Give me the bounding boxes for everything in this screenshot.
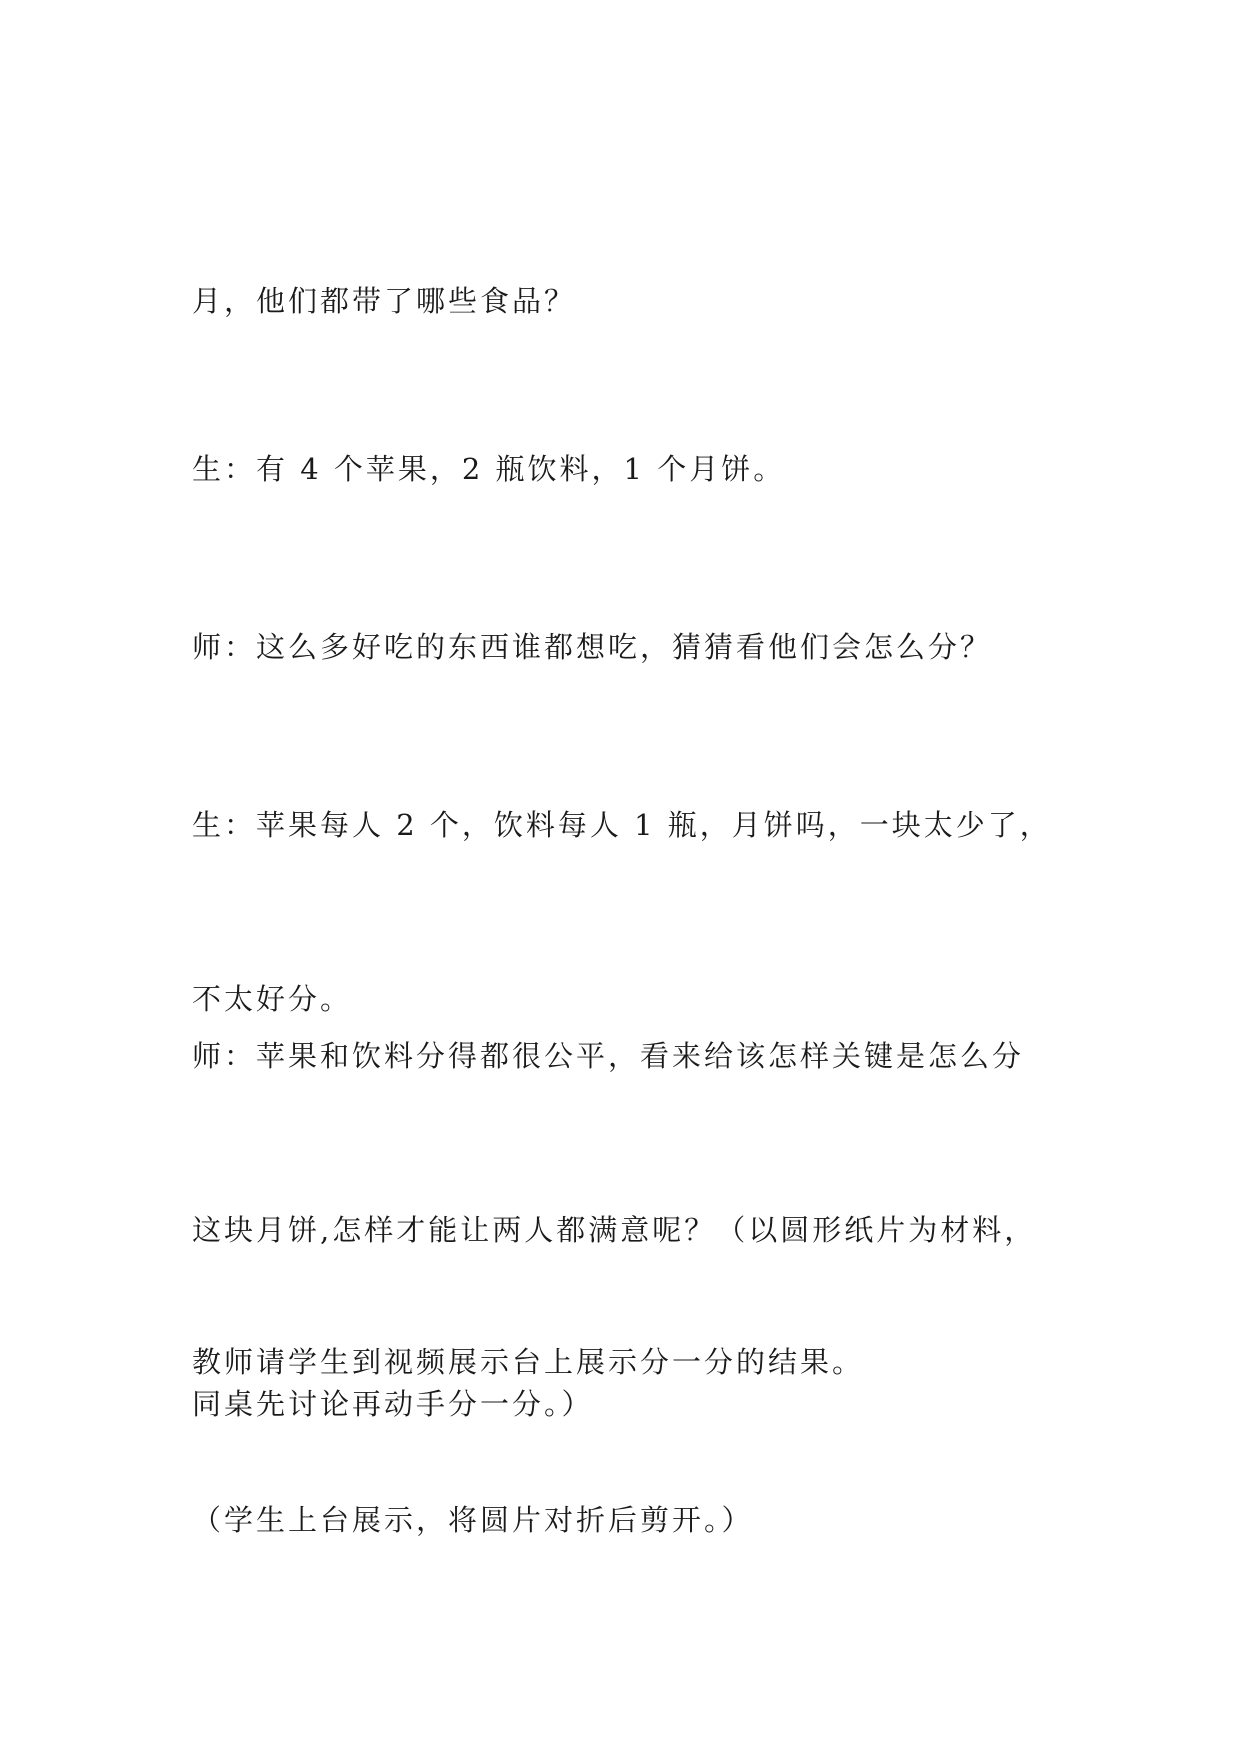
text-line: 月，他们都带了哪些食品？	[192, 284, 577, 318]
text-line: 生：苹果每人 2 个，饮料每人 1 瓶，月饼吗，一块太少了，	[192, 808, 1052, 842]
text-line: 师：苹果和饮料分得都很公平，看来给该怎样关键是怎么分	[192, 1039, 1025, 1073]
text-line: （学生上台展示，将圆片对折后剪开。）	[192, 1503, 754, 1537]
text-line: 教师请学生到视频展示台上展示分一分的结果。	[192, 1345, 865, 1379]
text-line: 师：这么多好吃的东西谁都想吃，猜猜看他们会怎么分？	[192, 630, 993, 664]
paragraph-student-action	[192, 1375, 1072, 1665]
text-line: 生：有 4 个苹果，2 瓶饮料，1 个月饼。	[192, 452, 786, 486]
text-line: 同桌先讨论再动手分一分。）	[192, 1387, 594, 1421]
text-line: 不太好分。	[192, 982, 353, 1016]
text-line: 这块月饼,怎样才能让两人都满意呢？（以圆形纸片为材料，	[192, 1213, 1037, 1247]
